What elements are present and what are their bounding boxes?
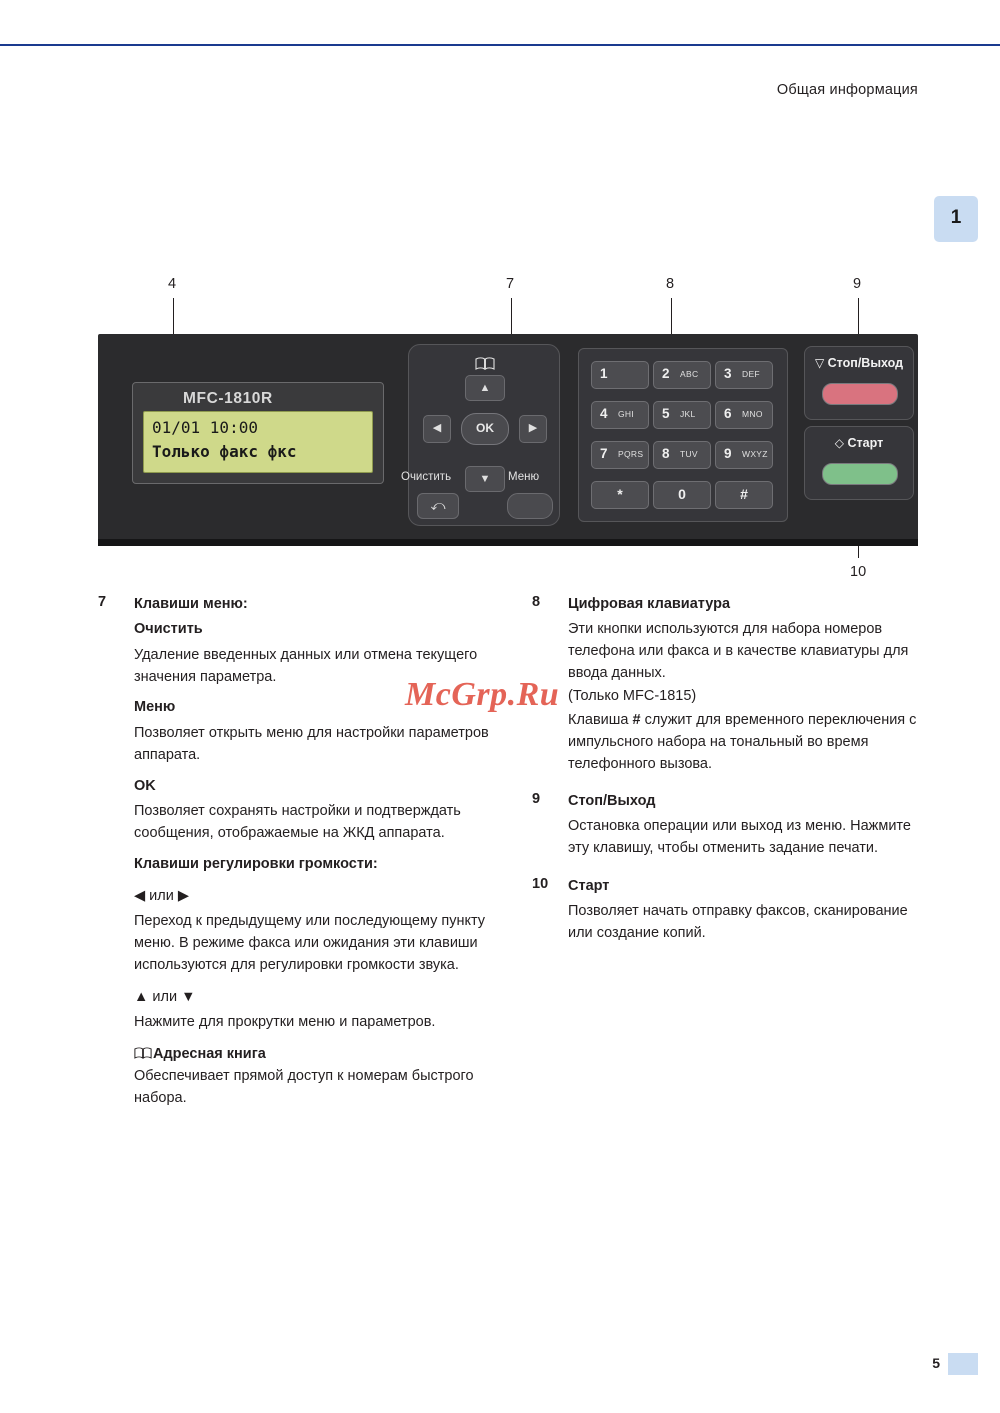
lcd-screen xyxy=(143,411,373,473)
keypad-letters: WXYZ xyxy=(742,449,768,459)
page-header-title: Общая информация xyxy=(776,82,918,98)
item-7-number: 7 xyxy=(98,594,107,610)
clear-subhead: Очистить xyxy=(134,621,203,638)
triangle-right-icon: ▶ xyxy=(528,422,538,434)
hash-key-inline: # xyxy=(632,712,641,729)
item-9-text: Остановка операции или выход из меню. Нажмите эту клавишу, чтобы отменить задание печати. xyxy=(568,818,911,857)
keypad-digit: 4 xyxy=(600,406,608,421)
stop-exit-label: Стоп/Выход xyxy=(827,356,904,370)
left-text-column xyxy=(98,594,498,1114)
item-9-title: Стоп/Выход xyxy=(568,793,656,810)
ok-subhead: OK xyxy=(134,777,156,794)
lcd-line-1: 01/01 10:00 xyxy=(152,418,258,437)
item-8-text-3-pre: Клавиша xyxy=(568,712,633,729)
keypad-letters: TUV xyxy=(680,449,698,459)
address-book-text: Обеспечивает прямой доступ к номерам быстрого набора. xyxy=(134,1068,474,1106)
ok-button[interactable] xyxy=(461,413,509,445)
keypad-digit: 9 xyxy=(724,446,732,461)
up-down-arrow-line: ▲ или ▼ xyxy=(134,988,196,1005)
keypad-key-5[interactable] xyxy=(653,401,711,429)
triangle-down-icon: ▼ xyxy=(479,473,491,485)
clear-key-label: Очистить xyxy=(401,471,452,483)
up-down-text: Нажмите для прокрутки меню и параметров. xyxy=(134,1014,436,1031)
address-book-label: Адресная книга xyxy=(153,1046,266,1063)
keypad-letters: JKL xyxy=(680,409,696,419)
keypad-letters: ABC xyxy=(680,369,699,379)
menu-key-label: Меню xyxy=(508,471,540,483)
printer-control-panel xyxy=(98,334,918,546)
callout-9: 9 xyxy=(853,276,862,292)
menu-text: Позволяет открыть меню для настройки параметров аппарата. xyxy=(134,725,489,763)
item-9 xyxy=(532,791,922,860)
menu-keys-cluster xyxy=(408,344,560,526)
stop-exit-label-row xyxy=(805,356,913,370)
nav-up-button[interactable] xyxy=(465,375,505,401)
keypad-key-1[interactable] xyxy=(591,361,649,389)
keypad-digit: 1 xyxy=(600,366,608,381)
keypad-key-star[interactable] xyxy=(591,481,649,509)
item-8-text-3-post: служит для временного переключения с импульсного набора на тональный во время телефонного вызова. xyxy=(568,712,917,772)
menu-subhead: Меню xyxy=(134,699,176,716)
page-number: 5 xyxy=(932,1355,940,1371)
nav-right-button[interactable] xyxy=(519,415,547,443)
item-8-title: Цифровая клавиатура xyxy=(568,596,731,612)
keypad-digit: 6 xyxy=(724,406,732,421)
left-right-text: Переход к предыдущему или последующему пункту меню. В режиме факса или ожидания эти клавиши используются для регулировки громкости звука. xyxy=(134,913,486,973)
start-key[interactable] xyxy=(822,463,898,485)
keypad-letters: PQRS xyxy=(618,449,644,459)
item-9-number: 9 xyxy=(532,791,541,808)
item-8 xyxy=(532,594,922,775)
keypad-key-7[interactable] xyxy=(591,441,649,469)
keypad-digit: * xyxy=(617,486,623,502)
start-label: Старт xyxy=(847,436,884,450)
lcd-line-2: Только факс фкс xyxy=(152,442,297,461)
watermark: McGrp.Ru xyxy=(405,676,560,713)
item-7 xyxy=(98,594,498,1110)
triangle-up-icon: ▲ xyxy=(479,382,491,394)
item-8-text-2: (Только MFC-1815) xyxy=(568,688,697,705)
callout-4: 4 xyxy=(168,276,177,292)
left-right-arrow-line: ◀ или ▶ xyxy=(134,887,190,904)
keypad-digit: 8 xyxy=(662,446,670,461)
chapter-number: 1 xyxy=(950,207,962,228)
stop-exit-button-group[interactable] xyxy=(804,346,914,420)
keypad-key-4[interactable] xyxy=(591,401,649,429)
keypad-digit: 5 xyxy=(662,406,670,421)
address-book-icon xyxy=(134,1047,152,1059)
item-8-text-3 xyxy=(568,710,922,775)
keypad-digit: 2 xyxy=(662,366,670,381)
item-8-number: 8 xyxy=(532,594,541,610)
start-label-row xyxy=(805,436,913,450)
keypad-key-8[interactable] xyxy=(653,441,711,469)
keypad-digit: 3 xyxy=(724,366,732,381)
keypad-key-9[interactable] xyxy=(715,441,773,469)
keypad-key-hash[interactable] xyxy=(715,481,773,509)
nav-down-button[interactable] xyxy=(465,466,505,492)
numeric-keypad xyxy=(578,348,788,522)
ok-button-label: OK xyxy=(476,421,494,435)
chapter-tab xyxy=(934,196,978,242)
footer-tab xyxy=(948,1353,978,1375)
clear-button[interactable] xyxy=(417,493,459,519)
triangle-left-icon: ◀ xyxy=(432,422,442,434)
item-10 xyxy=(532,876,922,945)
ok-text: Позволяет сохранять настройки и подтверждать сообщения, отображаемые на ЖКД аппарата. xyxy=(134,803,461,842)
right-text-column xyxy=(532,594,922,948)
keypad-key-6[interactable] xyxy=(715,401,773,429)
control-panel-figure xyxy=(98,276,918,586)
item-10-number: 10 xyxy=(532,875,549,892)
keypad-digit: # xyxy=(740,486,748,502)
keypad-key-3[interactable] xyxy=(715,361,773,389)
item-10-text: Позволяет начать отправку факсов, сканирование или создание копий. xyxy=(568,902,908,941)
item-8-text-1: Эти кнопки используются для набора номеров телефона или факса и в качестве клавиатуры для ввода данных. xyxy=(568,621,909,681)
keypad-letters: MNO xyxy=(742,409,763,419)
callout-10: 10 xyxy=(850,564,867,580)
address-book-subhead xyxy=(134,1046,498,1062)
menu-button[interactable] xyxy=(507,493,553,519)
callout-7: 7 xyxy=(506,276,515,292)
keypad-digit: 7 xyxy=(600,446,608,461)
return-arrow-icon: ⤺ xyxy=(430,497,446,513)
stop-exit-key[interactable] xyxy=(822,383,898,405)
header-rule xyxy=(0,44,1000,46)
keypad-letters: GHI xyxy=(618,409,635,419)
keypad-key-2[interactable] xyxy=(653,361,711,389)
callout-8: 8 xyxy=(666,276,675,292)
model-name-label: MFC-1810R xyxy=(183,390,273,407)
keypad-key-0[interactable] xyxy=(653,481,711,509)
panel-bottom-edge xyxy=(98,539,918,546)
nav-left-button[interactable] xyxy=(423,415,451,443)
volume-subhead: Клавиши регулировки громкости: xyxy=(134,855,378,872)
item-10-title: Старт xyxy=(568,877,610,894)
address-book-icon xyxy=(475,357,495,370)
lcd-assembly xyxy=(132,382,384,484)
stop-icon: ▽ xyxy=(814,356,825,370)
start-icon: ◇ xyxy=(834,436,845,450)
keypad-letters: DEF xyxy=(742,369,760,379)
clear-text: Удаление введенных данных или отмена текущего значения параметра. xyxy=(134,646,478,685)
start-button-group[interactable] xyxy=(804,426,914,500)
keypad-digit: 0 xyxy=(678,486,686,502)
item-7-title: Клавиши меню: xyxy=(134,596,248,612)
